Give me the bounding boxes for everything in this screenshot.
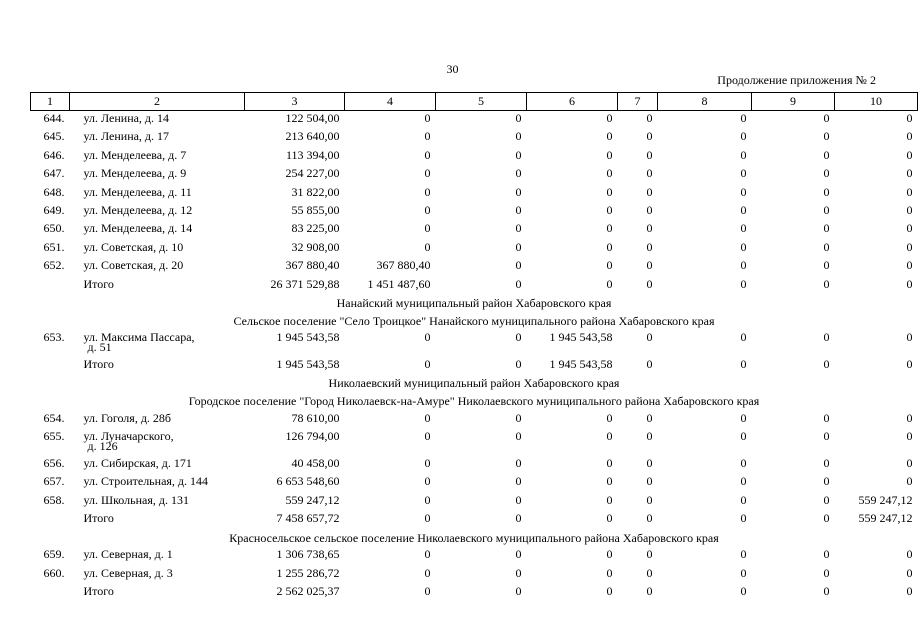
value-cell: 2 562 025,37 (276, 584, 340, 598)
column-header: 8 (658, 93, 752, 111)
value-cell: 126 794,00 (285, 429, 340, 444)
value-cell: 0 (740, 547, 747, 562)
address-cell: ул. Советская, д. 20 (83, 258, 184, 273)
value-cell: 0 (740, 511, 747, 526)
data-table (30, 92, 918, 602)
value-cell: 1 255 286,72 (276, 565, 340, 580)
row-number: 648. (43, 184, 65, 199)
value-cell: 1 945 543,58 (549, 357, 613, 372)
value-cell: 0 (740, 330, 747, 345)
value-cell: 0 (646, 474, 653, 489)
value-cell: 0 (424, 184, 431, 199)
value-cell: 0 (646, 184, 653, 199)
value-cell: 0 (906, 456, 913, 471)
value-cell: 122 504,00 (285, 111, 340, 125)
row-number: 645. (43, 129, 65, 144)
address-cell: ул. Менделеева, д. 14 (83, 221, 193, 236)
row-number: 652. (43, 258, 65, 273)
value-cell: 1 945 543,58 (549, 330, 613, 345)
column-header: 4 (345, 93, 436, 111)
value-cell: 0 (823, 166, 830, 181)
value-cell: 0 (823, 330, 830, 345)
section-heading: Городское поселение "Город Николаевск-на-Амуре" Николаевского муниципального района Хабаровского края (188, 394, 760, 409)
table-row (31, 185, 918, 203)
value-cell: 0 (646, 330, 653, 345)
table-row (31, 258, 918, 276)
value-cell: 213 640,00 (285, 129, 340, 144)
address-cell: Итого (83, 511, 114, 526)
table-row (31, 203, 918, 221)
value-cell: 0 (740, 221, 747, 236)
address-cell (70, 330, 245, 357)
value-cell: 0 (515, 184, 522, 199)
value-cell: 0 (646, 258, 653, 273)
value-cell: 0 (823, 129, 830, 144)
table-row (31, 330, 918, 357)
value-cell: 0 (823, 410, 830, 425)
value-cell: 0 (515, 584, 522, 598)
value-cell: 0 (424, 492, 431, 507)
value-cell: 0 (606, 147, 613, 162)
value-cell: 0 (646, 584, 653, 598)
value-cell: 0 (646, 147, 653, 162)
value-cell: 0 (606, 239, 613, 254)
value-cell: 0 (515, 330, 522, 345)
value-cell: 0 (515, 565, 522, 580)
value-cell: 0 (823, 584, 830, 598)
value-cell: 559 247,12 (285, 492, 340, 507)
table-row (31, 148, 918, 166)
table-row (31, 111, 918, 130)
value-cell: 0 (823, 474, 830, 489)
value-cell: 0 (740, 111, 747, 125)
address-cell: ул. Сибирская, д. 171 (83, 456, 192, 471)
column-header: 9 (752, 93, 835, 111)
value-cell: 0 (646, 492, 653, 507)
address-line: ул. Максима Пассара, (83, 330, 195, 345)
value-cell: 559 247,12 (858, 492, 913, 507)
address-cell: ул. Строительная, д. 144 (83, 474, 209, 489)
total-row (31, 511, 918, 529)
appendix-continuation-label: Продолжение приложения № 2 (717, 73, 876, 87)
table-row (31, 221, 918, 239)
header-row (31, 93, 918, 111)
value-cell: 0 (823, 147, 830, 162)
value-cell: 0 (823, 547, 830, 562)
address-line: ул. Луначарского, (83, 429, 174, 444)
value-cell: 0 (740, 202, 747, 217)
table-row (31, 166, 918, 184)
value-cell: 0 (823, 111, 830, 125)
value-cell: 0 (606, 410, 613, 425)
value-cell: 0 (823, 239, 830, 254)
row-number: 649. (43, 202, 65, 217)
column-header: 5 (436, 93, 527, 111)
value-cell: 0 (906, 330, 913, 345)
value-cell: 0 (906, 258, 913, 273)
value-cell: 0 (606, 584, 613, 598)
value-cell: 26 371 529,88 (270, 276, 340, 291)
section-heading-row (31, 375, 918, 393)
value-cell: 0 (740, 184, 747, 199)
value-cell: 0 (646, 511, 653, 526)
value-cell: 0 (906, 547, 913, 562)
table-row (31, 547, 918, 565)
address-cell: ул. Гоголя, д. 28б (83, 410, 172, 425)
table-header (31, 93, 918, 111)
value-cell: 0 (906, 129, 913, 144)
row-number: 651. (43, 239, 65, 254)
value-cell: 78 610,00 (291, 410, 340, 425)
value-cell: 0 (646, 166, 653, 181)
value-cell: 0 (606, 184, 613, 199)
value-cell: 1 945 543,58 (276, 357, 340, 372)
value-cell: 0 (906, 202, 913, 217)
address-line-2: д. 126 (87, 439, 118, 454)
value-cell: 0 (515, 258, 522, 273)
value-cell: 0 (515, 456, 522, 471)
value-cell: 0 (646, 239, 653, 254)
value-cell: 0 (606, 492, 613, 507)
row-number (31, 357, 70, 375)
value-cell: 0 (424, 147, 431, 162)
value-cell: 0 (740, 429, 747, 444)
row-number: 660. (43, 565, 65, 580)
value-cell: 55 855,00 (291, 202, 340, 217)
section-heading: Нанайский муниципальный район Хабаровского края (336, 295, 612, 310)
value-cell: 0 (515, 276, 522, 291)
value-cell: 0 (515, 129, 522, 144)
value-cell: 0 (424, 111, 431, 125)
table-row (31, 411, 918, 429)
value-cell: 0 (424, 239, 431, 254)
section-heading-row (31, 530, 918, 548)
table-row (31, 240, 918, 258)
value-cell: 0 (606, 258, 613, 273)
value-cell: 7 458 657,72 (276, 511, 340, 526)
value-cell: 254 227,00 (285, 166, 340, 181)
value-cell: 0 (424, 456, 431, 471)
value-cell: 0 (515, 547, 522, 562)
row-number: 650. (43, 221, 65, 236)
row-number (31, 584, 70, 602)
value-cell: 0 (606, 276, 613, 291)
table-row (31, 493, 918, 511)
value-cell: 0 (424, 565, 431, 580)
address-cell: ул. Ленина, д. 17 (83, 129, 170, 144)
value-cell: 0 (424, 429, 431, 444)
value-cell: 0 (740, 129, 747, 144)
value-cell: 0 (515, 511, 522, 526)
value-cell: 0 (906, 584, 913, 598)
row-number: 657. (43, 474, 65, 489)
address-cell: ул. Менделеева, д. 11 (83, 184, 192, 199)
value-cell: 0 (906, 147, 913, 162)
table-row (31, 456, 918, 474)
value-cell: 0 (740, 456, 747, 471)
total-row (31, 584, 918, 602)
value-cell: 0 (424, 330, 431, 345)
value-cell: 0 (740, 584, 747, 598)
address-cell: ул. Северная, д. 1 (83, 547, 173, 562)
value-cell: 0 (606, 511, 613, 526)
value-cell: 1 306 738,65 (276, 547, 340, 562)
total-row (31, 357, 918, 375)
row-number: 646. (43, 147, 65, 162)
value-cell: 0 (823, 511, 830, 526)
value-cell: 0 (906, 357, 913, 372)
value-cell: 0 (606, 429, 613, 444)
value-cell: 0 (424, 547, 431, 562)
total-row (31, 277, 918, 295)
address-cell: ул. Менделеева, д. 7 (83, 147, 187, 162)
address-cell (70, 429, 245, 456)
value-cell: 0 (424, 166, 431, 181)
value-cell: 0 (646, 276, 653, 291)
value-cell: 0 (606, 547, 613, 562)
row-number: 656. (43, 456, 65, 471)
value-cell: 0 (515, 357, 522, 372)
value-cell: 40 458,00 (291, 456, 340, 471)
value-cell: 0 (606, 474, 613, 489)
table-row (31, 429, 918, 456)
value-cell: 0 (424, 129, 431, 144)
address-cell: ул. Ленина, д. 14 (83, 111, 170, 125)
value-cell: 0 (515, 492, 522, 507)
address-cell: Итого (83, 276, 114, 291)
value-cell: 0 (515, 202, 522, 217)
column-header: 10 (835, 93, 918, 111)
value-cell: 0 (646, 357, 653, 372)
row-number: 654. (43, 410, 65, 425)
value-cell: 0 (906, 221, 913, 236)
value-cell: 0 (823, 221, 830, 236)
page-number: 30 (446, 62, 459, 76)
value-cell: 0 (515, 166, 522, 181)
value-cell: 0 (906, 429, 913, 444)
value-cell: 0 (906, 410, 913, 425)
value-cell: 0 (515, 429, 522, 444)
value-cell: 0 (424, 410, 431, 425)
value-cell: 0 (606, 456, 613, 471)
value-cell: 0 (515, 221, 522, 236)
column-header: 7 (618, 93, 658, 111)
value-cell: 0 (646, 221, 653, 236)
row-number: 659. (43, 547, 65, 562)
table-row (31, 129, 918, 147)
value-cell: 0 (740, 276, 747, 291)
value-cell: 0 (823, 357, 830, 372)
value-cell: 0 (646, 129, 653, 144)
value-cell: 0 (606, 129, 613, 144)
value-cell: 0 (740, 147, 747, 162)
value-cell: 0 (906, 184, 913, 199)
column-header: 3 (245, 93, 345, 111)
address-cell: ул. Советская, д. 10 (83, 239, 184, 254)
value-cell: 0 (740, 492, 747, 507)
address-cell: ул. Менделеева, д. 12 (83, 202, 193, 217)
value-cell: 0 (606, 111, 613, 125)
value-cell: 0 (906, 276, 913, 291)
value-cell: 0 (740, 474, 747, 489)
value-cell: 6 653 548,60 (276, 474, 340, 489)
value-cell: 0 (906, 565, 913, 580)
value-cell: 0 (424, 511, 431, 526)
address-cell: ул. Менделеева, д. 9 (83, 166, 187, 181)
value-cell: 0 (646, 410, 653, 425)
value-cell: 0 (606, 202, 613, 217)
value-cell: 0 (740, 565, 747, 580)
value-cell: 0 (823, 565, 830, 580)
table-row (31, 566, 918, 584)
column-header: 6 (527, 93, 618, 111)
value-cell: 0 (823, 276, 830, 291)
row-number: 653. (43, 330, 65, 345)
value-cell: 0 (515, 410, 522, 425)
row-number: 644. (43, 111, 65, 125)
section-heading-row (31, 313, 918, 331)
value-cell: 0 (906, 111, 913, 125)
column-header: 2 (70, 93, 245, 111)
value-cell: 0 (823, 456, 830, 471)
value-cell: 0 (646, 202, 653, 217)
value-cell: 31 822,00 (291, 184, 340, 199)
value-cell: 0 (823, 258, 830, 273)
value-cell: 0 (740, 258, 747, 273)
value-cell: 0 (646, 111, 653, 125)
value-cell: 0 (646, 429, 653, 444)
address-cell: ул. Северная, д. 3 (83, 565, 173, 580)
row-number (31, 511, 70, 529)
value-cell: 367 880,40 (376, 258, 431, 273)
section-heading: Красносельское сельское поселение Николаевского муниципального района Хабаровского края (229, 530, 719, 545)
value-cell: 0 (424, 221, 431, 236)
row-number: 647. (43, 166, 65, 181)
table-row (31, 474, 918, 492)
value-cell: 0 (823, 492, 830, 507)
value-cell: 0 (823, 184, 830, 199)
address-cell: ул. Школьная, д. 131 (83, 492, 189, 507)
value-cell: 0 (646, 547, 653, 562)
value-cell: 1 945 543,58 (276, 330, 340, 345)
value-cell: 0 (515, 147, 522, 162)
value-cell: 0 (515, 474, 522, 489)
section-heading: Николаевский муниципальный район Хабаровского края (328, 376, 620, 391)
address-cell: Итого (83, 357, 114, 372)
value-cell: 367 880,40 (285, 258, 340, 273)
value-cell: 0 (906, 474, 913, 489)
row-number: 655. (43, 429, 65, 444)
section-heading-row (31, 295, 918, 313)
value-cell: 0 (823, 429, 830, 444)
value-cell: 559 247,12 (858, 511, 913, 526)
row-number: 658. (43, 492, 65, 507)
value-cell: 0 (906, 239, 913, 254)
value-cell: 0 (424, 474, 431, 489)
value-cell: 0 (646, 565, 653, 580)
value-cell: 0 (823, 202, 830, 217)
value-cell: 0 (606, 221, 613, 236)
value-cell: 0 (740, 166, 747, 181)
value-cell: 0 (740, 239, 747, 254)
value-cell: 0 (906, 166, 913, 181)
section-heading: Сельское поселение "Село Троицкое" Нанайского муниципального района Хабаровского края (233, 313, 715, 328)
table-body (31, 111, 918, 603)
row-number (31, 277, 70, 295)
value-cell: 0 (515, 239, 522, 254)
column-header: 1 (31, 93, 70, 111)
address-cell: Итого (83, 584, 114, 598)
value-cell: 0 (424, 202, 431, 217)
section-heading-row (31, 393, 918, 411)
value-cell: 0 (740, 410, 747, 425)
value-cell: 0 (515, 111, 522, 125)
value-cell: 32 908,00 (291, 239, 340, 254)
address-line-2: д. 51 (87, 340, 112, 355)
value-cell: 0 (646, 456, 653, 471)
value-cell: 0 (424, 584, 431, 598)
value-cell: 1 451 487,60 (367, 276, 431, 291)
value-cell: 0 (740, 357, 747, 372)
value-cell: 0 (606, 166, 613, 181)
value-cell: 113 394,00 (285, 147, 340, 162)
value-cell: 0 (606, 565, 613, 580)
value-cell: 0 (424, 357, 431, 372)
value-cell: 83 225,00 (291, 221, 340, 236)
